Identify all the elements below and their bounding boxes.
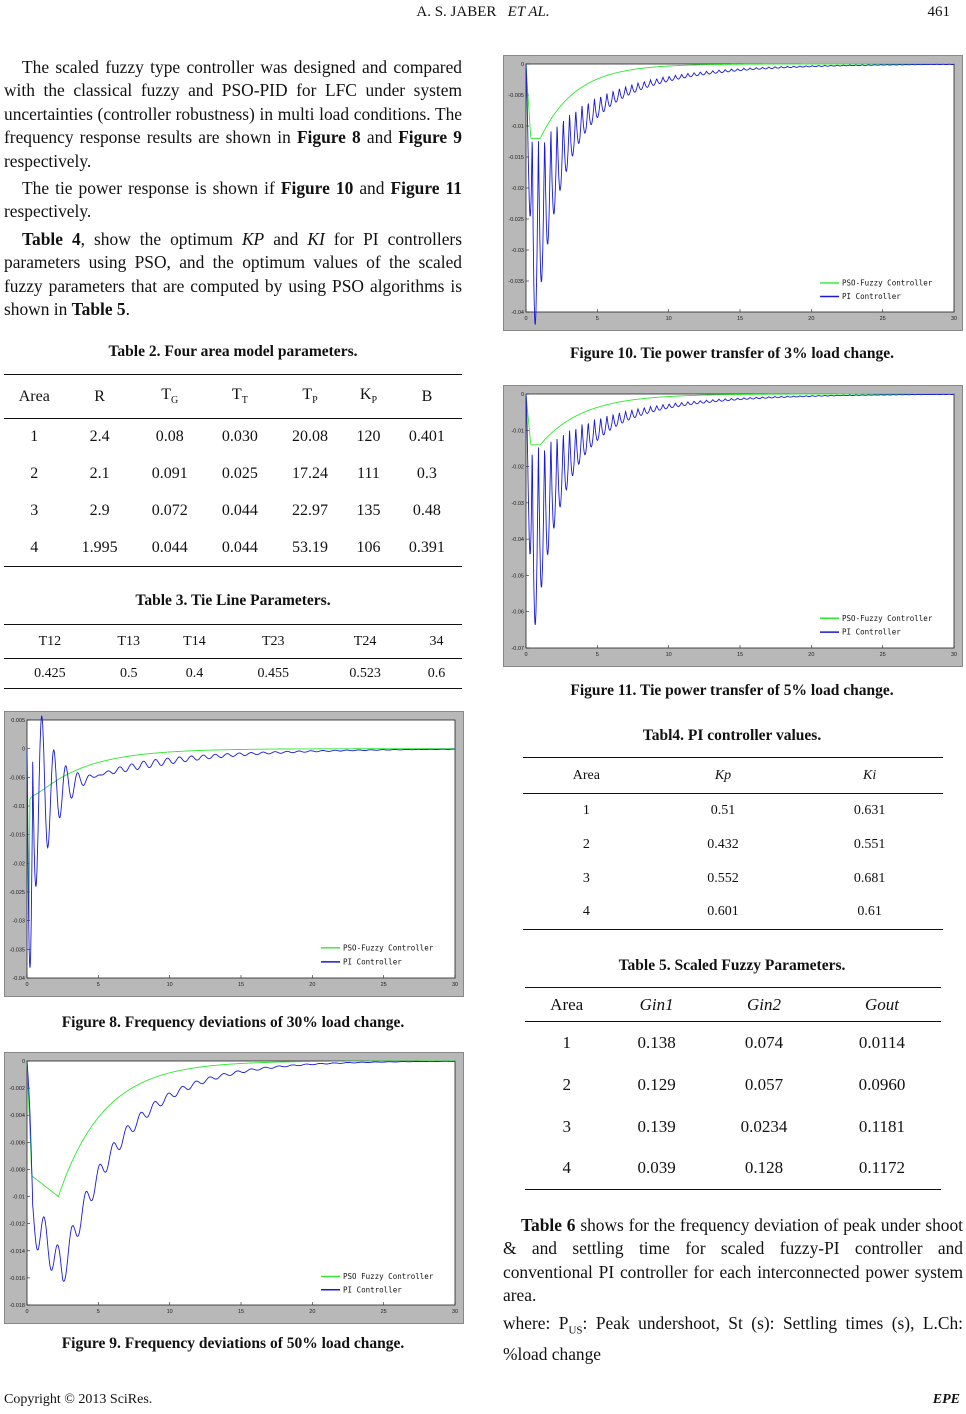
x-tick-label: 30 — [950, 652, 958, 658]
table-5-caption: Table 5. Scaled Fuzzy Parameters. — [618, 957, 846, 974]
table-cell: 0.4 — [185, 665, 204, 681]
ref-table-5[interactable]: Table 5 — [71, 299, 126, 320]
table-cell: 4 — [582, 904, 590, 920]
y-tick-label: -0.03 — [511, 500, 524, 507]
y-tick-label: -0.02 — [511, 464, 524, 471]
table-cell: 135 — [356, 502, 381, 519]
y-tick-label: -0.01 — [12, 804, 25, 810]
paragraph-where: where: $P_{US}$: Peak undershoot, St (s): Settling times (s), L.Ch: %load change — [503, 1312, 963, 1364]
y-tick-label: -0.004 — [9, 1113, 25, 1120]
table-cell: 0.551 — [853, 836, 886, 852]
right-body-text — [503, 1214, 963, 1370]
table-4-caption: Tabl4. PI controller values. — [642, 727, 822, 744]
header-etal: ET AL. — [507, 4, 550, 20]
x-tick-label: 30 — [451, 982, 459, 988]
x-tick-label: 20 — [808, 316, 815, 322]
y-tick-label: -0.01 — [12, 1194, 25, 1201]
table-cell: 0.391 — [408, 538, 445, 556]
table-cell: 1 — [582, 802, 590, 818]
x-tick-label: 0 — [524, 316, 528, 322]
x-tick-label: 30 — [950, 316, 958, 322]
ref-figure-9[interactable]: Figure 9 — [398, 127, 462, 148]
col-header: 34 — [429, 633, 444, 649]
x-tick-label: 25 — [879, 316, 886, 322]
legend-entry: PSO-Fuzzy Controller — [842, 278, 933, 288]
x-tick-label: 15 — [237, 982, 245, 988]
table-row — [4, 659, 462, 689]
col-header: T14 — [183, 633, 206, 649]
table-cell: 0.091 — [151, 465, 188, 482]
x-tick-label: 5 — [96, 982, 100, 988]
x-tick-label: 0 — [524, 652, 528, 658]
col-header: Kp — [714, 767, 732, 783]
x-tick-label: 10 — [166, 1309, 173, 1315]
table-cell: 2 — [30, 465, 39, 482]
y-tick-label: -0.025 — [508, 217, 524, 223]
table-cell: 0.631 — [853, 802, 886, 818]
table-row — [525, 1148, 941, 1190]
legend-entry: PSO-Fuzzy Controller — [343, 943, 434, 953]
table-row — [523, 828, 943, 862]
col-header: Gin1 — [639, 994, 674, 1014]
table-cell: 0.0114 — [858, 1032, 906, 1052]
y-tick-label: 0 — [21, 746, 25, 753]
y-tick-label: -0.005 — [9, 775, 25, 782]
col-header: $K_P$ — [359, 386, 377, 407]
paragraph-2: The tie power response is shown if Figure 10 and Figure 11 respectively. — [4, 178, 462, 222]
table-cell: 0.681 — [853, 870, 886, 886]
figure-9-caption: Figure 9. Frequency deviations of 50% load change. — [61, 1335, 405, 1352]
table-cell: 0.074 — [744, 1032, 784, 1052]
x-tick-label: 30 — [451, 1309, 459, 1315]
table-cell: 0.61 — [857, 904, 882, 920]
col-header: T13 — [117, 633, 140, 649]
col-header: T23 — [261, 633, 285, 649]
col-header: Gin2 — [746, 994, 781, 1014]
table-cell: 2 — [582, 836, 590, 852]
table-5 — [525, 987, 941, 1190]
table-cell: 0.455 — [257, 665, 289, 681]
x-tick-label: 10 — [665, 652, 672, 658]
table-cell: 17.24 — [292, 465, 328, 482]
col-header: T24 — [353, 633, 377, 649]
y-tick-label: 0 — [520, 62, 524, 68]
y-tick-label: -0.035 — [9, 947, 25, 954]
table-cell: 4 — [30, 538, 39, 556]
table-cell: 0.139 — [637, 1116, 676, 1136]
table-cell: 2 — [562, 1074, 571, 1094]
table-cell: 0.6 — [427, 665, 446, 681]
col-header: T12 — [38, 633, 62, 649]
col-header: Area — [18, 387, 50, 405]
y-tick-label: -0.018 — [9, 1303, 25, 1309]
x-tick-label: 25 — [879, 652, 886, 658]
table-cell: 111 — [357, 465, 380, 482]
table-cell: 0.030 — [221, 428, 258, 446]
running-header — [0, 4, 966, 21]
col-header: Ki — [863, 767, 877, 783]
y-tick-label: -0.02 — [511, 186, 524, 192]
figure-8 — [4, 711, 464, 997]
x-tick-label: 5 — [96, 1309, 100, 1315]
y-tick-label: -0.06 — [511, 609, 524, 616]
table-cell: 2.4 — [89, 428, 110, 446]
y-tick-label: -0.04 — [12, 976, 25, 982]
table-cell: 3 — [582, 870, 590, 886]
footer-copyright: Copyright © 2013 SciRes. — [4, 1392, 153, 1407]
y-tick-label: -0.035 — [508, 279, 524, 285]
y-tick-label: -0.03 — [511, 248, 524, 254]
table-cell: 0.0234 — [740, 1116, 788, 1136]
table-3-caption: Table 3. Tie Line Parameters. — [135, 592, 331, 609]
table-cell: 0.3 — [416, 465, 437, 482]
table-cell: 1 — [30, 428, 39, 446]
ref-table-4[interactable]: Table 4 — [22, 228, 81, 249]
table-row — [4, 493, 462, 530]
x-tick-label: 5 — [595, 316, 599, 322]
x-tick-label: 0 — [25, 1309, 29, 1315]
x-tick-label: 15 — [736, 316, 744, 322]
table-cell: 120 — [356, 428, 381, 446]
table-cell: 2.1 — [89, 465, 110, 482]
legend-entry: PSO-Fuzzy Controller — [842, 613, 933, 623]
table-cell: 4 — [562, 1158, 571, 1178]
table-cell: 53.19 — [292, 538, 328, 556]
table-cell: 20.08 — [292, 428, 328, 446]
col-header: Gout — [864, 994, 899, 1014]
table-cell: 0.138 — [637, 1032, 676, 1052]
y-tick-label: -0.04 — [511, 310, 524, 316]
ref-figure-10[interactable]: Figure 10 — [280, 178, 354, 199]
table-cell: 1.995 — [81, 538, 118, 556]
table-cell: 3 — [562, 1116, 571, 1136]
figure-10-caption: Figure 10. Tie power transfer of 3% load change. — [569, 345, 895, 362]
y-tick-label: -0.01 — [511, 124, 524, 130]
ref-figure-8[interactable]: Figure 8 — [296, 127, 361, 148]
paragraph-table6: Table 6 shows for the frequency deviation of peak under shoot & and settling time for scaled fuzzy-PI controller and conventional PI controller for each interconnected power system area. — [503, 1215, 964, 1306]
table-row — [523, 896, 943, 930]
table-2 — [4, 374, 462, 567]
table-cell: 3 — [30, 502, 39, 519]
y-tick-label: -0.02 — [12, 861, 25, 868]
table-cell: 0.025 — [221, 465, 258, 482]
col-header: $T_P$ — [302, 386, 318, 407]
legend-entry: PI Controller — [842, 627, 901, 637]
table-cell: 0.08 — [155, 428, 184, 446]
table-cell: 0.044 — [221, 538, 258, 556]
table-cell: 1 — [562, 1032, 571, 1052]
x-tick-label: 15 — [736, 652, 744, 658]
x-tick-label: 25 — [380, 1309, 387, 1315]
table-cell: 0.057 — [744, 1074, 784, 1094]
col-header: $T_T$ — [231, 386, 248, 407]
left-body-text — [4, 56, 462, 325]
y-tick-label: -0.04 — [511, 537, 524, 544]
col-header: $T_G$ — [161, 386, 179, 407]
x-tick-label: 10 — [166, 982, 173, 988]
y-tick-label: -0.015 — [9, 832, 25, 839]
table-row — [525, 1106, 941, 1148]
table-4 — [523, 757, 943, 930]
table-cell: 0.401 — [408, 428, 445, 446]
col-header: R — [94, 387, 105, 405]
ref-table-6[interactable]: Table 6 — [521, 1215, 576, 1235]
y-tick-label: -0.01 — [511, 428, 524, 435]
table-cell: 0.601 — [707, 904, 739, 920]
table-cell: 22.97 — [292, 502, 328, 519]
table-cell: 0.432 — [707, 836, 739, 852]
table-cell: 2.9 — [89, 502, 110, 519]
table-cell: 0.523 — [349, 665, 381, 681]
y-tick-label: -0.006 — [9, 1140, 25, 1147]
col-header: Area — [572, 767, 600, 783]
y-tick-label: -0.025 — [9, 890, 25, 896]
y-tick-label: 0 — [520, 392, 524, 398]
x-tick-label: 20 — [808, 652, 815, 658]
table-cell: 0.044 — [221, 502, 258, 519]
table-cell: 0.0960 — [858, 1074, 906, 1094]
y-tick-label: -0.016 — [9, 1275, 25, 1282]
y-tick-label: -0.012 — [9, 1221, 25, 1228]
table-cell: 0.48 — [412, 502, 441, 519]
y-tick-label: -0.07 — [511, 646, 524, 652]
y-tick-label: 0 — [21, 1059, 25, 1065]
x-tick-label: 10 — [665, 316, 672, 322]
y-tick-label: -0.05 — [511, 573, 524, 580]
table-row — [525, 1022, 941, 1064]
y-tick-label: -0.008 — [9, 1167, 25, 1174]
x-tick-label: 5 — [595, 652, 599, 658]
table-row — [4, 419, 462, 456]
table-cell: 0.039 — [637, 1158, 676, 1178]
table-2-caption: Table 2. Four area model parameters. — [108, 343, 358, 360]
col-header: B — [421, 387, 433, 405]
x-tick-label: 15 — [237, 1309, 245, 1315]
table-cell: 0.5 — [119, 665, 138, 681]
table-cell: 106 — [356, 538, 381, 556]
legend-entry: PI Controller — [343, 957, 402, 967]
table-cell: 0.552 — [707, 870, 739, 886]
y-tick-label: -0.03 — [12, 918, 25, 925]
y-tick-label: -0.014 — [9, 1248, 25, 1255]
x-tick-label: 20 — [309, 1309, 316, 1315]
ref-figure-11[interactable]: Figure 11 — [390, 178, 462, 199]
paragraph-3: Table 4, show the optimum KP and KI for PI controllers parameters using PSO, and the optimum values of the scaled fuzzy parameters that are computed by using PSO algorithms is shown in Table 5. — [4, 228, 462, 320]
paragraph-1: The scaled fuzzy type controller was designed and compared with the classical fuzzy and PSO-PID for LFC under system uncertainties (controller robustness) in multi load conditions. The frequency response results are shown in Figure 8 and Figure 9 respectively. — [4, 57, 462, 171]
table-row — [4, 456, 462, 493]
table-row — [523, 794, 943, 828]
page-number: 461 — [927, 4, 950, 20]
figure-11-caption: Figure 11. Tie power transfer of 5% load change. — [570, 682, 894, 699]
legend-entry: PI Controller — [842, 292, 901, 301]
legend-entry: PI Controller — [343, 1285, 402, 1295]
table-cell: 0.129 — [637, 1074, 676, 1094]
x-tick-label: 20 — [309, 982, 316, 988]
table-cell: 0.1172 — [858, 1158, 906, 1178]
header-authors: A. S. JABER — [416, 4, 497, 20]
table-cell: 0.044 — [151, 538, 188, 556]
table-cell: 0.128 — [744, 1158, 784, 1178]
figure-8-caption: Figure 8. Frequency deviations of 30% load change. — [61, 1014, 405, 1031]
table-cell: 0.1181 — [858, 1116, 906, 1136]
y-tick-label: 0.005 — [11, 718, 25, 724]
figure-10 — [503, 55, 963, 331]
table-cell: 0.072 — [151, 502, 188, 519]
x-tick-label: 25 — [380, 982, 387, 988]
figure-9 — [4, 1052, 464, 1324]
table-row — [525, 1064, 941, 1106]
col-header: Area — [550, 994, 584, 1014]
x-tick-label: 0 — [25, 982, 29, 988]
table-3 — [4, 624, 462, 689]
y-tick-label: -0.005 — [508, 93, 524, 99]
y-tick-label: -0.002 — [9, 1086, 25, 1093]
table-cell: 0.51 — [710, 802, 736, 818]
footer-journal: EPE — [932, 1392, 960, 1407]
table-row — [523, 862, 943, 896]
table-cell: 0.425 — [34, 665, 66, 681]
y-tick-label: -0.015 — [508, 155, 524, 161]
legend-entry: PSO Fuzzy Controller — [343, 1271, 434, 1281]
table-row — [4, 530, 462, 567]
figure-11 — [503, 385, 963, 667]
